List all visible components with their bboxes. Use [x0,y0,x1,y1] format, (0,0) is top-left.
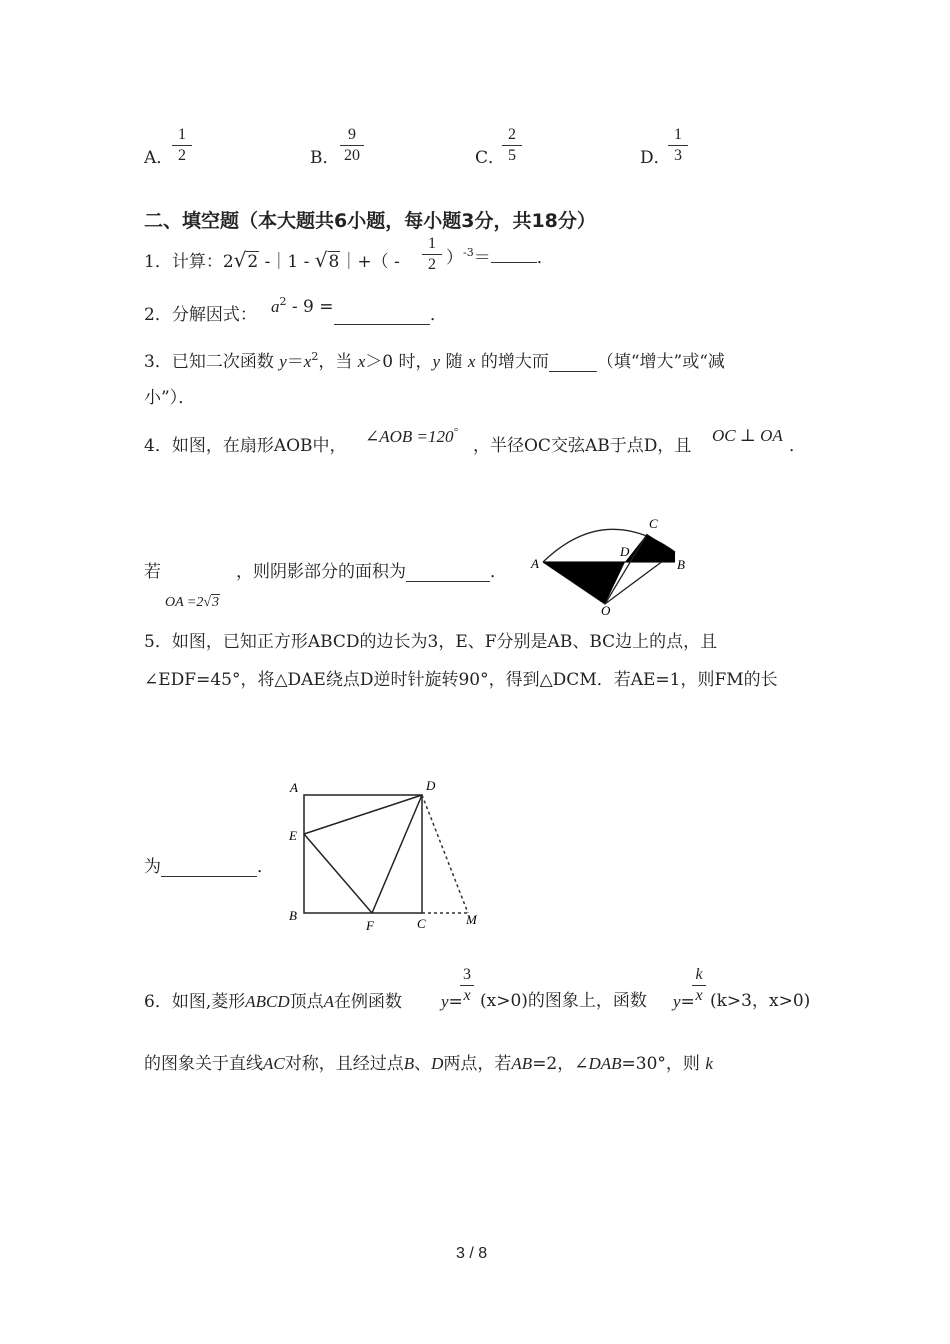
q4-tail: ． [789,436,806,456]
question-3-line2: 小”）． [144,388,196,408]
option-c-fraction: 2 5 [500,126,524,165]
option-a-fraction: 1 2 [170,126,194,165]
label-o: O [601,603,611,616]
label-m: M [466,912,477,927]
q6-cond2: (k>3，x>0) [710,991,811,1011]
option-a-label: A． [144,148,174,168]
label-f: F [366,918,374,933]
question-6-line2: 的图象关于直线AC对称，且经过点B、D两点，若AB=2，∠DAB=30°，则 k [144,1054,713,1074]
q4-oa-condition: OA =2√3 [165,595,220,610]
option-c-label: C． [475,148,506,168]
question-2: 2．分解因式： [144,305,257,325]
q4-then: ，则阴影部分的面积为 ． [236,562,507,582]
question-4-line1: 4．如图，在扇形AOB中， [144,436,347,456]
question-3-line1: 3．已知二次函数 $y=x^2$，当 x＞0 时，y 随 x 的增大而 （填“增大”或“减 [144,350,725,372]
segment-fd [372,795,422,913]
q6-func1-fraction: 3 x [458,966,476,1005]
label-a: A [531,556,539,571]
label-e: E [289,828,297,843]
segment-dm [422,795,468,913]
label-d: D [426,778,436,793]
label-c: C [417,916,426,931]
q4-perp: OC ⊥ OA [712,426,783,445]
segment-ef [304,834,372,913]
q6-func2-fraction: k x [690,966,708,1005]
q5-answer: 为 ． [144,857,274,877]
option-b-fraction: 9 20 [338,126,366,165]
q2-expression: $a^2 - 9$ = [271,295,334,317]
q6-func2: y= [673,992,695,1012]
q6-func1: y= [441,992,463,1012]
question-5-line2: ∠EDF=45°，将△DAE绕点D逆时针旋转90°，得到△DCM．若AE=1，则FM的长 [144,670,778,690]
option-b-label: B． [310,148,340,168]
label-a: A [290,780,298,795]
label-b: B [677,557,685,572]
question-6-line1: 6．如图,菱形ABCD顶点A在例函数 [144,992,403,1012]
label-c: C [649,516,658,531]
page-number: 3 / 8 [456,1245,488,1262]
q2-answer-blank[interactable]: ． [334,307,447,325]
label-d: D [620,544,630,559]
question-5-line1: 5．如图，已知正方形ABCD的边长为3，E、F分别是AB、BC边上的点，且 [144,632,718,652]
sector-figure [525,512,695,616]
option-d-fraction: 1 3 [666,126,690,165]
question-1: 1．计算：2√2 -｜1 - √8｜+（ - [144,248,400,272]
label-b: B [289,908,297,923]
square-figure [280,772,490,934]
section-title: 二、填空题（本大题共6小题，每小题3分，共18分） [144,210,596,232]
q6-cond1: (x>0)的图象上，函数 [480,991,647,1011]
q1-fraction: 1 2 [420,235,444,274]
q4-mid: ，半径OC交弦AB于点D，且 [473,436,692,456]
q4-angle: ∠AOB =120° [365,426,458,446]
segment-ed [304,795,422,834]
option-d-label: D． [640,148,671,168]
q1-tail: ）$^{-3}$＝ ． [446,246,554,268]
q4-ruo: 若 [144,562,161,582]
